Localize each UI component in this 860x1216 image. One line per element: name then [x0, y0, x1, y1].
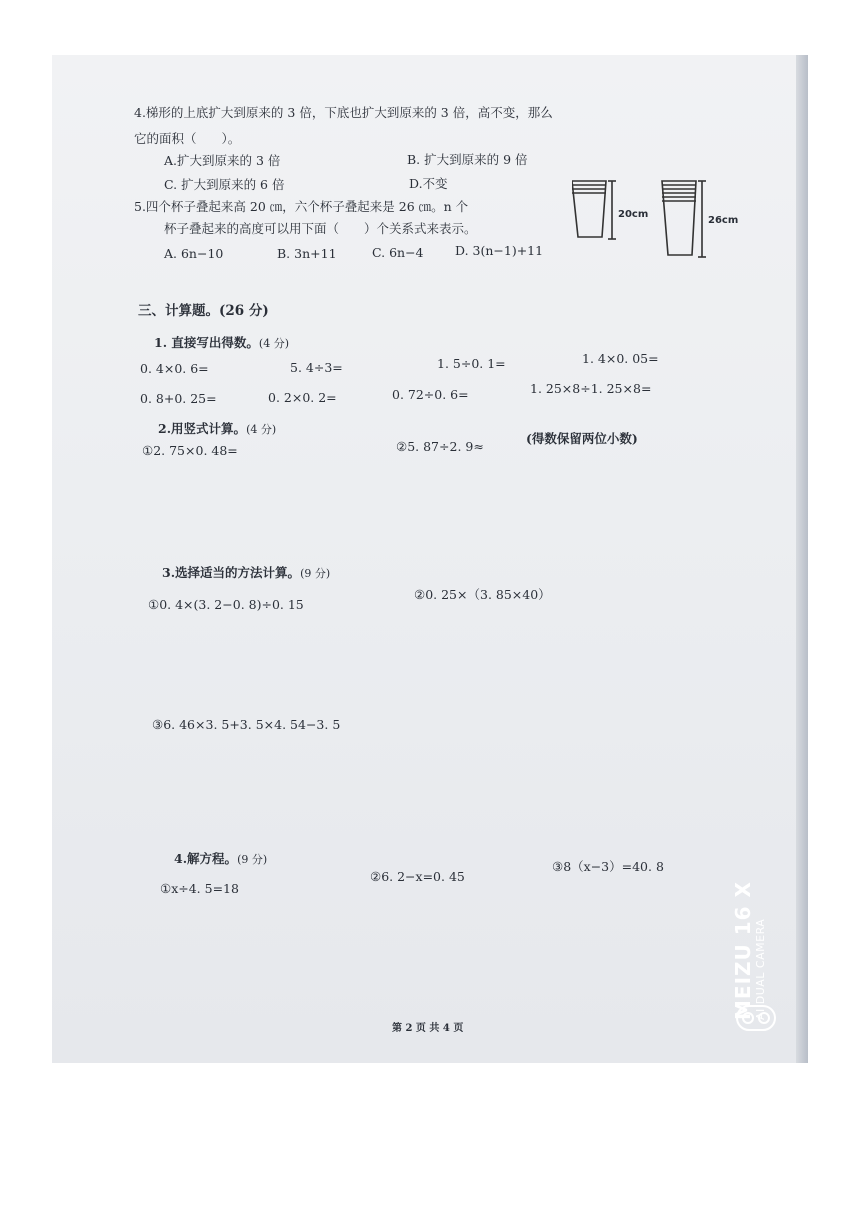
stacked-cups-figure: [572, 175, 772, 265]
dual-camera-icon: [736, 1005, 776, 1031]
watermark-brand: MEIZU 16 X: [731, 881, 755, 1020]
p3-item-3: ③6. 46×3. 5+3. 5×4. 54−3. 5: [152, 717, 341, 732]
p3-item-1: ①0. 4×(3. 2−0. 8)÷0. 15: [148, 597, 304, 612]
q4-option-c: C. 扩大到原来的 6 倍: [164, 177, 285, 192]
p3-item-2: ②0. 25×（3. 85×40）: [414, 587, 551, 602]
p2-score: (4 分): [246, 423, 277, 436]
watermark-text: [732, 840, 792, 1020]
section3-title: 三、计算题。(26 分): [138, 303, 269, 319]
p4-title: 4.解方程。: [174, 851, 238, 866]
p4-item-3: ③8（x−3）=40. 8: [552, 859, 664, 874]
q5-line1: 5.四个杯子叠起来高 20 ㎝，六个杯子叠起来是 26 ㎝。n 个: [134, 199, 469, 214]
p4-score: (9 分): [237, 853, 268, 866]
q4-option-b: B. 扩大到原来的 9 倍: [407, 152, 528, 167]
cups-diagram: [572, 175, 772, 265]
p1-item-4: 1. 4×0. 05=: [582, 351, 659, 366]
q5-option-b: B. 3n+11: [277, 246, 337, 261]
p1-item-6: 0. 2×0. 2=: [268, 390, 337, 405]
q4-option-a: A.扩大到原来的 3 倍: [164, 153, 281, 168]
p2-note: (得数保留两位小数): [526, 431, 638, 446]
camera-watermark: [732, 860, 792, 1040]
p1-item-5: 0. 8+0. 25=: [140, 391, 217, 406]
p2-heading: [158, 421, 276, 438]
cups-label-26cm: 26cm: [708, 215, 739, 226]
p1-item-8: 1. 25×8÷1. 25×8=: [530, 381, 652, 396]
p2-item-2: ②5. 87÷2. 9≈: [396, 439, 484, 454]
p1-item-2: 5. 4÷3=: [290, 360, 343, 375]
cups-label-20cm: 20cm: [618, 209, 649, 220]
q5-option-c: C. 6n−4: [372, 245, 424, 260]
page-footer: 第 2 页 共 4 页: [392, 1023, 464, 1034]
p1-title: 1. 直接写出得数。: [154, 335, 259, 350]
q4-option-d: D.不变: [409, 176, 448, 191]
q4-line2: 它的面积（ ）。: [134, 131, 241, 146]
p3-title: 3.选择适当的方法计算。: [162, 565, 301, 580]
p1-score: (4 分): [258, 337, 289, 350]
q5-option-d: D. 3(n−1)+11: [455, 243, 544, 258]
p1-heading: [154, 335, 289, 352]
p2-item-1: ①2. 75×0. 48=: [142, 443, 238, 458]
scanned-page-photo: [52, 55, 808, 1063]
p4-item-1: ①x÷4. 5=18: [160, 881, 239, 896]
p3-score: (9 分): [300, 567, 331, 580]
p1-item-7: 0. 72÷0. 6=: [392, 387, 469, 402]
p4-item-2: ②6. 2−x=0. 45: [370, 869, 465, 884]
q5-option-a: A. 6n−10: [164, 246, 224, 261]
q5-line2: 杯子叠起来的高度可以用下面（ ）个关系式来表示。: [164, 221, 477, 236]
p2-title: 2.用竖式计算。: [158, 421, 247, 436]
watermark-subtitle: AI DUAL CAMERA: [754, 918, 767, 1020]
p1-item-1: 0. 4×0. 6=: [140, 361, 209, 376]
p1-item-3: 1. 5÷0. 1=: [437, 356, 506, 371]
p4-heading: [174, 851, 267, 868]
page-edge-shadow: [796, 55, 808, 1063]
p3-heading: [162, 565, 330, 582]
q4-line1: 4.梯形的上底扩大到原来的 3 倍，下底也扩大到原来的 3 倍，高不变，那么: [134, 105, 553, 120]
